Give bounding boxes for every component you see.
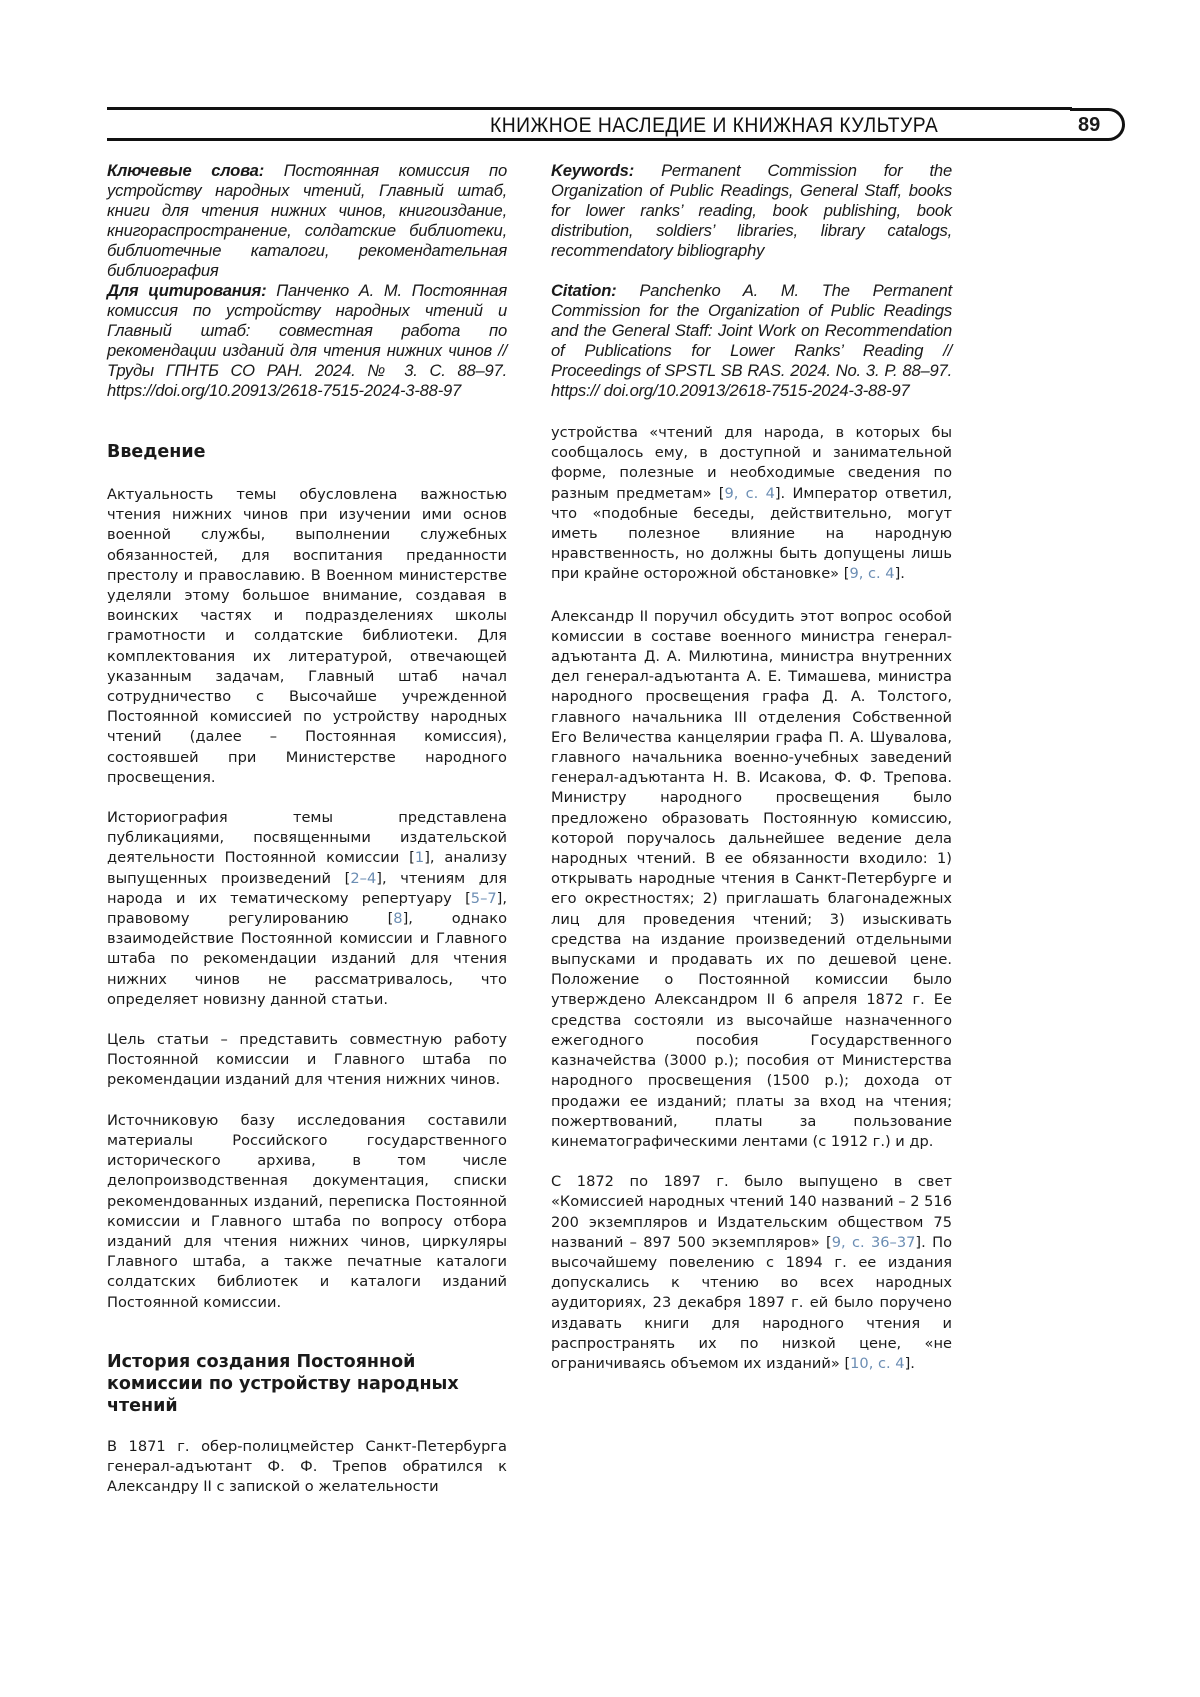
journal-section-title: КНИЖНОЕ НАСЛЕДИЕ И КНИЖНАЯ КУЛЬТУРА [489, 114, 938, 137]
ru-citation-label: Для цитирования: [107, 281, 267, 300]
paragraph-text: С 1872 по 1897 г. было выпущено в свет «Комиссией народных чтений 140 названий – 2 516 200 экземпляров и Издательским обществом 75 названий – 897 500 экземпляров» [ [551, 1173, 952, 1251]
reference-link[interactable]: 10, с. 4 [850, 1354, 905, 1372]
en-keywords-label: Keywords: [551, 161, 635, 180]
paragraph [107, 1030, 507, 1091]
header-bottom-rule [107, 138, 1072, 141]
reference-link[interactable]: 1 [414, 849, 425, 867]
ru-keywords-label: Ключевые слова: [107, 161, 265, 180]
paragraph-text: ], однако взаимодействие Постоянной комиссии и Главного штаба по рекомендации изданий для чтения нижних чинов не рассматривалось, что определяет новизну данной статьи. [107, 910, 507, 1008]
paragraph-text: Актуальность темы обусловлена важностью чтения нижних чинов при изучении ими основ военной службы, выполнении служебных обязанностей, для воспитания преданности престолу и православию. В Военном министерстве уделяли этому большое внимание, создавая в воинских частях и подразделениях школы грамотности и солдатские библиотеки. Для комплектования их литературой, отвечающей указанным задачам, Главный штаб начал сотрудничество с Высочайше учрежденной Постоянной комиссией по устройству народных чтений (далее – Постоянная комиссия), состоявшей при Министерстве народного просвещения. [107, 486, 507, 786]
paragraph [107, 485, 507, 788]
paragraph [551, 607, 952, 1152]
left-column [107, 161, 507, 1497]
paragraph [107, 1111, 507, 1313]
page-number: 89 [1070, 108, 1125, 141]
paragraph [551, 1172, 952, 1374]
paragraph-text: ]. [904, 1354, 915, 1372]
paragraph-text: ], анализу выпущенных произведений [ [107, 849, 508, 887]
paragraph-text: Александр II поручил обсудить этот вопрос особой комиссии в составе военного министра генерал-адъютанта Д. А. Милютина, министра внутренних дел генерал-адъютанта А. Е. Тимашева, министра народного просвещения графа Д. А. Толстого, главного начальника III отделения Собственной Его Величества канцелярии графа П. А. Шувалова, главного начальника военно-учебных заведений генерал-адъютанта Н. В. Исакова, Ф. Ф. Трепова. Министру народного просвещения было предложено образовать Постоянную комиссию, которой поручалось дальнейшее ведение дела народных чтений. В ее обязанности входило: 1) открывать народные чтения в Санкт-Петербурге и его окрестностях; 2) приглашать благонадежных лиц для проведения чтений; 3) изыскивать средства на издание произведений отдельными выпусками и продавать их по дешевой цене. Положение о Постоянной комиссии было утверждено Александром II 6 апреля 1872 г. Ее средства состояли из высочайше назначенного ежегодного пособия Государственного казначейства (3000 р.); пособия от Министерства народного просвещения (1500 р.); дохода от продажи ее изданий; платы за вход на чтения; пожертвований, платы за пользование кинематографическими лентами (с 1912 г.) и др. [551, 607, 952, 1150]
en-citation-label: Citation: [551, 281, 617, 300]
paragraph-text: ], чтениям для народа и их тематическому репертуару [ [107, 869, 507, 907]
right-column [551, 161, 952, 1374]
reference-link[interactable]: 9, с. 4 [724, 484, 775, 502]
reference-link[interactable]: 8 [393, 910, 403, 928]
paragraph-text: Историография темы представлена публикациями, посвященными издательской деятельности Постоянной комиссии [ [107, 809, 507, 867]
paragraph-text: Цель статьи – представить совместную работу Постоянной комиссии и Главного штаба по рекомендации изданий для чтения нижних чинов. [107, 1031, 507, 1089]
paragraph-text: ]. По высочайшему повелению с 1894 г. ее издания допускались к чтению во всех народных аудиториях, 23 декабря 1897 г. ей было поручено издавать книги для народного чтения и распространять их по низкой цене, «не ограничиваясь объемом их изданий» [ [551, 1233, 953, 1372]
paragraph-text: Источниковую базу исследования составили материалы Российского государственного исторического архива, в том числе делопроизводственная документация, списки рекомендованных изданий, переписка Постоянной комиссии и Главного штаба по вопросу отбора изданий для чтения нижних чинов, циркуляры Главного штаба, а также печатные каталоги солдатских библиотек и каталоги изданий Постоянной комиссии. [107, 1111, 507, 1311]
ru-keywords-text: Постоянная комиссия по устройству народных чтений, Главный штаб, книги для чтения нижних чинов, книгоиздание, книгораспространение, солдатские библиотеки, библиотечные каталоги, рекомендательная библиография [107, 161, 508, 280]
en-keywords-text: Permanent Commission for the Organization of Public Readings, General Staff, books for lower ranks’ reading, book publishing, book distribution, soldiers’ libraries, library catalogs, recommendatory bibliography [551, 161, 952, 260]
paragraph-text: ]. [894, 565, 905, 583]
paragraph-text: В 1871 г. обер-полицмейстер Санкт-Петербурга генерал-адъютант Ф. Ф. Трепов обратился к Александру II с запиской о желательности [107, 1437, 507, 1496]
heading-introduction: Введение [107, 442, 206, 462]
ru-citation-text: Панченко А. М. Постоянная комиссия по устройству народных чтений и Главный штаб: совместная работа по рекомендации изданий для чтения нижних чинов // Труды ГПНТБ СО РАН. 2024. № 3. С. 88–97. https://doi.org/10.20913/2618-7515-2024-3-88-97 [107, 281, 507, 400]
paragraph-text: ]. Император ответил, что «подобные беседы, действительно, могут иметь полезное влияние на народную нравственность, но должны быть допущены лишь при крайне осторожной обстановке» [ [551, 484, 952, 583]
paragraph-text: ], правовому регулированию [ [107, 889, 507, 928]
reference-link[interactable]: 2–4 [350, 869, 377, 887]
heading-history: История создания Постоянной комиссии по устройству народных чтений [107, 1351, 459, 1416]
reference-link[interactable]: 5–7 [470, 889, 497, 907]
reference-link[interactable]: 9, с. 4 [849, 565, 895, 583]
en-citation-text: Panchenko A. M. The Permanent Commission for the Organization of Public Readings and the General Staff: Joint Work on Recommendation of Publications for Lower Ranks’ Reading // Proceedings of SPSTL SB RAS. 2024. No. 3. P. 88–97. https:// doi.org/10.20913/2618-7515-2024-3-88-97 [551, 281, 952, 400]
header-top-rule [107, 107, 1072, 110]
paragraph [107, 808, 507, 1010]
ru-keywords [107, 161, 507, 281]
paragraph [107, 1437, 507, 1498]
paragraph-text: устройства «чтений для народа, в которых бы сообщалось ему, в доступной и занимательной форме, полезные и необходимые сведения по разным предметам» [ [551, 424, 952, 502]
en-citation [551, 281, 952, 401]
ru-citation [107, 281, 507, 401]
reference-link[interactable]: 9, с. 36–37 [831, 1233, 916, 1251]
en-keywords [551, 161, 952, 261]
paragraph [551, 423, 952, 585]
